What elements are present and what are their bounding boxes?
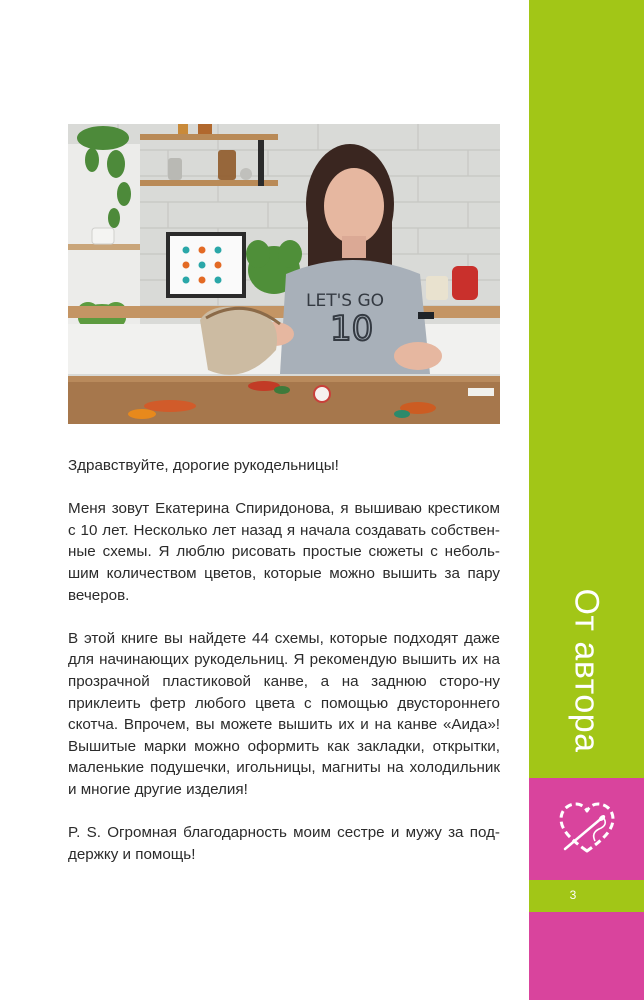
section-title: От автора xyxy=(568,587,607,753)
section-icon-block xyxy=(529,778,644,880)
greeting: Здравствуйте, дорогие рукодельницы! xyxy=(68,457,339,474)
sidebar-bottom-band xyxy=(529,912,644,1000)
page-number-band xyxy=(529,880,644,912)
shirt-number: 10 xyxy=(330,309,374,349)
postscript: P. S. Огромная благодарность моим сестре и мужу за под-держку и помощь! xyxy=(68,824,500,863)
article-body xyxy=(68,455,500,887)
page-number: 3 xyxy=(569,888,577,902)
paragraph-book: В этой книге вы найдете 44 схемы, которые подходят даже для начинающих рукодельниц. Я рекомендую вышить их на прозрачной пластиковой канве, а на заднюю сторо-ну приклеить фетр любого цвета с помощью двустороннего скотча. Впрочем, вы можете вышить их и на канве «Аида»! Вышитые марки можно оформить как закладки, открытки, маленькие подушечки, игольницы, магниты на холодильник и многие другие изделия! xyxy=(68,629,500,798)
section-title-container xyxy=(529,565,644,775)
paragraph-intro: Меня зовут Екатерина Спиридонова, я вышиваю крестиком с 10 лет. Несколько лет назад я начала создавать собствен-ные схемы. Я люблю рисовать простые сюжеты с неболь-шим количеством цветов, которые можно вышить за пару вечеров. xyxy=(68,500,500,604)
author-photo xyxy=(68,124,500,424)
heart-needle-icon xyxy=(555,799,619,859)
shirt-text: LET'S GO xyxy=(306,291,385,311)
